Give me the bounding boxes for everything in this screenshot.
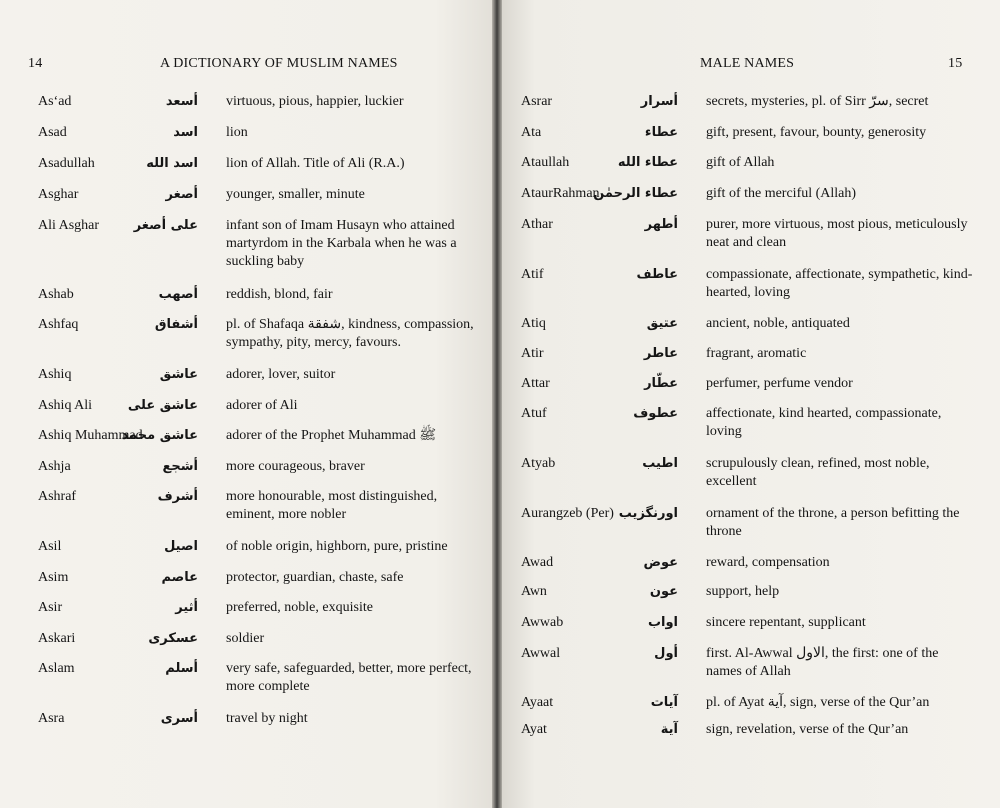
- entry-name: Aurangzeb (Per): [521, 506, 614, 521]
- entry-arabic: اسد الله: [146, 156, 198, 171]
- entry-arabic: عوض: [643, 555, 678, 570]
- entry-arabic: أشجع: [162, 459, 198, 474]
- book-gutter: [492, 0, 502, 808]
- entry-name: Awwal: [521, 646, 561, 661]
- entry-meaning: virtuous, pious, happier, luckier: [226, 94, 404, 109]
- entry-meaning: ornament of the throne, a person befitting the throne: [706, 506, 960, 539]
- entry-meaning: lion of Allah. Title of Ali (R.A.): [226, 156, 405, 171]
- entry-arabic: عطاء: [644, 125, 678, 140]
- entry-name: Ayat: [521, 722, 547, 737]
- entry-arabic: على أصغر: [133, 218, 198, 233]
- entry-name: Asghar: [38, 187, 79, 202]
- entry-name: Askari: [38, 631, 76, 646]
- entry-name: Asir: [38, 600, 63, 615]
- entry-name: Asad: [38, 125, 67, 140]
- entry-name: Ata: [521, 125, 542, 140]
- entry-arabic: أسرى: [160, 711, 198, 726]
- entry-arabic: اورنگزيب: [618, 506, 678, 521]
- entry-name: Attar: [521, 376, 550, 391]
- entry-meaning: preferred, noble, exquisite: [226, 600, 373, 615]
- entry-name: Awwab: [521, 615, 564, 630]
- running-head: A DICTIONARY OF MUSLIM NAMES: [160, 56, 398, 71]
- entry-meaning: purer, more virtuous, most pious, meticulously neat and clean: [706, 217, 968, 250]
- entry-meaning: adorer of the Prophet Muhammad ﷺ: [226, 428, 437, 443]
- entry-name: Ataullah: [521, 155, 570, 170]
- entry-arabic: اطيب: [642, 456, 678, 471]
- entry-meaning: reward, compensation: [706, 555, 830, 570]
- entry-meaning: more courageous, braver: [226, 459, 365, 474]
- entry-meaning: gift of Allah: [706, 155, 775, 170]
- entry-meaning: sincere repentant, supplicant: [706, 615, 866, 630]
- entry-name: Awn: [521, 584, 547, 599]
- entry-arabic: عتيق: [646, 316, 678, 331]
- entry-meaning: soldier: [226, 631, 265, 646]
- entry-arabic: أول: [654, 646, 678, 661]
- entry-name: Atiq: [521, 316, 546, 331]
- entry-meaning: compassionate, affectionate, sympathetic, kind-hearted, loving: [706, 267, 973, 300]
- entry-arabic: اسد: [173, 125, 198, 140]
- entry-meaning: gift, present, favour, bounty, generosity: [706, 125, 927, 140]
- entry-name: AtaurRahman: [521, 186, 600, 201]
- page-number: 15: [948, 56, 963, 71]
- entry-arabic: أسرار: [640, 94, 678, 109]
- entry-meaning: ancient, noble, antiquated: [706, 316, 850, 331]
- entry-arabic: أثير: [175, 600, 198, 615]
- entry-meaning: younger, smaller, minute: [226, 187, 365, 202]
- entry-meaning: travel by night: [226, 711, 308, 726]
- entry-meaning: pl. of Ayat آية, sign, verse of the Qur’an: [706, 695, 930, 710]
- entry-arabic: أشفاق: [154, 317, 198, 332]
- entry-arabic: عسكرى: [148, 631, 198, 646]
- entry-name: Atuf: [521, 406, 547, 421]
- entry-arabic: عون: [649, 584, 678, 599]
- entry-name: As‘ad: [38, 94, 72, 109]
- entry-meaning: support, help: [706, 584, 780, 599]
- entry-arabic: عاصم: [161, 570, 198, 585]
- entry-arabic: أشرف: [157, 489, 198, 504]
- entry-name: Asadullah: [38, 156, 95, 171]
- entry-meaning: perfumer, perfume vendor: [706, 376, 853, 391]
- entry-name: Asil: [38, 539, 62, 554]
- entry-name: Ashja: [38, 459, 71, 474]
- entry-name: Asim: [38, 570, 69, 585]
- entry-meaning: affectionate, kind hearted, compassionate, loving: [706, 406, 942, 439]
- entry-arabic: عاشق محمد: [121, 428, 198, 443]
- entry-meaning: scrupulously clean, refined, most noble, excellent: [706, 456, 930, 489]
- entry-name: Asra: [38, 711, 65, 726]
- entry-arabic: عاطر: [643, 346, 678, 361]
- running-head: MALE NAMES: [700, 56, 795, 71]
- entry-meaning: adorer of Ali: [226, 398, 298, 413]
- page-number: 14: [28, 56, 43, 71]
- entry-name: Ashraf: [38, 489, 77, 504]
- entry-name: Atir: [521, 346, 544, 361]
- entry-meaning: of noble origin, highborn, pure, pristine: [226, 539, 448, 554]
- entry-arabic: اصيل: [164, 539, 198, 554]
- entry-meaning: gift of the merciful (Allah): [706, 186, 857, 201]
- entry-arabic: أسعد: [165, 94, 198, 109]
- entry-name: Ashiq: [38, 367, 72, 382]
- entry-arabic: عطاء الرحمٰن: [593, 186, 678, 201]
- entry-arabic: عطوف: [633, 406, 678, 421]
- entry-name: Aslam: [38, 661, 75, 676]
- entry-meaning: adorer, lover, suitor: [226, 367, 336, 382]
- entry-arabic: أطهر: [644, 217, 678, 232]
- entry-arabic: أصهب: [158, 287, 198, 302]
- entry-arabic: عطاء الله: [617, 155, 678, 170]
- entry-name: Atif: [521, 267, 544, 282]
- entry-name: Asrar: [521, 94, 553, 109]
- entry-meaning: reddish, blond, fair: [226, 287, 333, 302]
- entry-meaning: lion: [226, 125, 248, 140]
- entry-name: Ashiq Ali: [38, 398, 93, 413]
- entry-meaning: protector, guardian, chaste, safe: [226, 570, 404, 585]
- entry-meaning: fragrant, aromatic: [706, 346, 807, 361]
- entry-name: Ali Asghar: [38, 218, 100, 233]
- entry-meaning: first. Al-Awwal الاول, the first: one of the names of Allah: [706, 646, 939, 679]
- entry-name: Ashiq Muhammad: [38, 428, 143, 443]
- entry-name: Ashfaq: [38, 317, 79, 332]
- entry-arabic: اواب: [647, 615, 678, 630]
- entry-arabic: عاشق: [159, 367, 198, 382]
- entry-arabic: عطّار: [644, 376, 678, 391]
- entry-meaning: secrets, mysteries, pl. of Sirr سرّ, secret: [706, 94, 929, 109]
- entry-arabic: أسلم: [165, 661, 198, 676]
- entry-meaning: pl. of Shafaqa شفقة, kindness, compassion, sympathy, pity, mercy, favours.: [226, 317, 474, 350]
- entry-meaning: very safe, safeguarded, better, more perfect, more complete: [226, 661, 472, 694]
- entry-arabic: عاشق على: [127, 398, 198, 413]
- entry-name: Ayaat: [521, 695, 554, 710]
- entry-meaning: sign, revelation, verse of the Qur’an: [706, 722, 909, 737]
- entry-meaning: more honourable, most distinguished, eminent, more nobler: [226, 489, 438, 522]
- entry-arabic: عاطف: [636, 267, 678, 282]
- entry-meaning: infant son of Imam Husayn who attained martyrdom in the Karbala when he was a suckling baby: [226, 218, 457, 269]
- right-page: [500, 0, 1000, 808]
- entry-arabic: آية: [660, 722, 678, 737]
- entry-arabic: آيات: [650, 695, 678, 710]
- entry-name: Atyab: [521, 456, 556, 471]
- entry-name: Ashab: [38, 287, 74, 302]
- entry-arabic: أصغر: [165, 187, 198, 202]
- entry-name: Athar: [521, 217, 553, 232]
- left-page: [0, 0, 494, 808]
- entry-name: Awad: [521, 555, 554, 570]
